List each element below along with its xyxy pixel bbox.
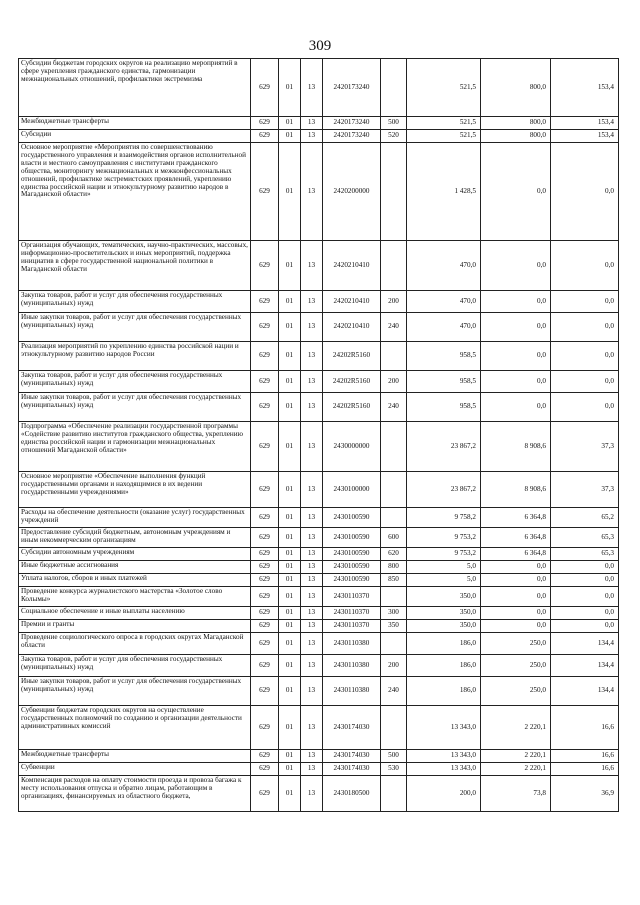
amount-planned: 5,0 — [407, 574, 481, 587]
code-section: 01 — [279, 607, 301, 620]
table-row — [19, 528, 619, 548]
code-subsection: 13 — [301, 655, 323, 677]
percent-executed: 65,3 — [551, 528, 619, 548]
row-name: Иные закупки товаров, работ и услуг для обеспечения государственных (муниципальных) нужд — [19, 313, 251, 342]
row-name: Иные закупки товаров, работ и услуг для обеспечения государственных (муниципальных) нужд — [19, 393, 251, 422]
row-name: Закупка товаров, работ и услуг для обеспечения государственных (муниципальных) нужд — [19, 291, 251, 313]
table-row — [19, 763, 619, 776]
row-name: Уплата налогов, сборов и иных платежей — [19, 574, 251, 587]
table-row — [19, 313, 619, 342]
amount-executed: 6 364,8 — [481, 548, 551, 561]
code-subsection: 13 — [301, 143, 323, 241]
code-subsection: 13 — [301, 371, 323, 393]
code-subsection: 13 — [301, 548, 323, 561]
code-target-item: 2430100590 — [323, 508, 381, 528]
amount-executed: 8 908,6 — [481, 422, 551, 472]
amount-executed: 0,0 — [481, 561, 551, 574]
amount-executed: 0,0 — [481, 241, 551, 291]
row-name: Субвенции бюджетам городских округов на осуществление государственных полномочий по созданию и организации деятельности административных комиссий — [19, 706, 251, 750]
code-ved: 629 — [251, 607, 279, 620]
code-target-item: 2430174030 — [323, 750, 381, 763]
row-name: Реализация мероприятий по укреплению единства российской нации и этнокультурному развитию народов России — [19, 342, 251, 371]
amount-executed: 800,0 — [481, 59, 551, 117]
amount-executed: 0,0 — [481, 313, 551, 342]
code-expense-type: 620 — [381, 548, 407, 561]
amount-planned: 200,0 — [407, 776, 481, 812]
amount-planned: 350,0 — [407, 607, 481, 620]
code-subsection: 13 — [301, 620, 323, 633]
table-row — [19, 59, 619, 117]
code-subsection: 13 — [301, 393, 323, 422]
code-subsection: 13 — [301, 313, 323, 342]
code-subsection: 13 — [301, 574, 323, 587]
code-section: 01 — [279, 574, 301, 587]
row-name: Подпрограмма «Обеспечение реализации государственной программы «Содействие развитию институтов гражданского общества, укреплению единства российской нации и гармонизации межнациональных отношений Магаданской области» — [19, 422, 251, 472]
code-ved: 629 — [251, 393, 279, 422]
code-expense-type — [381, 587, 407, 607]
code-ved: 629 — [251, 241, 279, 291]
amount-planned: 470,0 — [407, 291, 481, 313]
code-section: 01 — [279, 763, 301, 776]
table-row — [19, 574, 619, 587]
percent-executed: 36,9 — [551, 776, 619, 812]
code-expense-type: 530 — [381, 763, 407, 776]
percent-executed: 153,4 — [551, 117, 619, 130]
amount-planned: 470,0 — [407, 241, 481, 291]
amount-executed: 0,0 — [481, 587, 551, 607]
amount-executed: 800,0 — [481, 117, 551, 130]
amount-executed: 250,0 — [481, 655, 551, 677]
code-section: 01 — [279, 472, 301, 508]
row-name: Межбюджетные трансферты — [19, 750, 251, 763]
percent-executed: 37,3 — [551, 422, 619, 472]
code-ved: 629 — [251, 508, 279, 528]
table-row — [19, 117, 619, 130]
row-name: Основное мероприятие «Мероприятия по совершенствованию государственного управления и взаимодействия органов исполнительной власти и местного самоуправления с институтами гражданского общества, мониторингу межнациональных и межконфессиональных отношений, профилактике экстремистских проявлений, укреплению единства российской нации и этнокультурному развитию народов в Магаданской области» — [19, 143, 251, 241]
amount-executed: 6 364,8 — [481, 508, 551, 528]
code-target-item: 2420173240 — [323, 59, 381, 117]
code-ved: 629 — [251, 59, 279, 117]
amount-planned: 186,0 — [407, 677, 481, 706]
code-expense-type: 240 — [381, 393, 407, 422]
table-row — [19, 393, 619, 422]
code-expense-type: 300 — [381, 607, 407, 620]
amount-executed: 2 220,1 — [481, 763, 551, 776]
amount-executed: 0,0 — [481, 291, 551, 313]
percent-executed: 153,4 — [551, 59, 619, 117]
code-target-item: 2420210410 — [323, 313, 381, 342]
code-target-item: 2420173240 — [323, 130, 381, 143]
code-ved: 629 — [251, 763, 279, 776]
code-expense-type — [381, 241, 407, 291]
amount-executed: 8 908,6 — [481, 472, 551, 508]
percent-executed: 134,4 — [551, 655, 619, 677]
code-target-item: 24202R5160 — [323, 342, 381, 371]
percent-executed: 134,4 — [551, 633, 619, 655]
percent-executed: 0,0 — [551, 620, 619, 633]
row-name: Предоставление субсидий бюджетным, автономным учреждениям и иным некоммерческим организациям — [19, 528, 251, 548]
code-section: 01 — [279, 371, 301, 393]
code-target-item: 2430100590 — [323, 561, 381, 574]
percent-executed: 16,6 — [551, 706, 619, 750]
code-ved: 629 — [251, 561, 279, 574]
code-ved: 629 — [251, 548, 279, 561]
table-row — [19, 633, 619, 655]
amount-executed: 0,0 — [481, 342, 551, 371]
code-expense-type: 350 — [381, 620, 407, 633]
code-ved: 629 — [251, 130, 279, 143]
amount-planned: 5,0 — [407, 561, 481, 574]
amount-planned: 350,0 — [407, 620, 481, 633]
code-target-item: 2430110370 — [323, 620, 381, 633]
amount-executed: 2 220,1 — [481, 750, 551, 763]
code-section: 01 — [279, 241, 301, 291]
code-subsection: 13 — [301, 706, 323, 750]
table-row — [19, 291, 619, 313]
code-target-item: 2420200000 — [323, 143, 381, 241]
code-subsection: 13 — [301, 291, 323, 313]
table-row — [19, 143, 619, 241]
code-expense-type: 200 — [381, 655, 407, 677]
code-expense-type — [381, 342, 407, 371]
table-row — [19, 241, 619, 291]
amount-planned: 186,0 — [407, 655, 481, 677]
code-subsection: 13 — [301, 763, 323, 776]
amount-executed: 0,0 — [481, 607, 551, 620]
code-section: 01 — [279, 342, 301, 371]
table-row — [19, 706, 619, 750]
code-ved: 629 — [251, 655, 279, 677]
code-ved: 629 — [251, 371, 279, 393]
amount-executed: 250,0 — [481, 677, 551, 706]
amount-executed: 0,0 — [481, 574, 551, 587]
amount-planned: 9 753,2 — [407, 548, 481, 561]
code-section: 01 — [279, 143, 301, 241]
code-expense-type — [381, 508, 407, 528]
code-expense-type — [381, 706, 407, 750]
amount-executed: 800,0 — [481, 130, 551, 143]
code-expense-type: 600 — [381, 528, 407, 548]
code-ved: 629 — [251, 587, 279, 607]
table-row — [19, 342, 619, 371]
percent-executed: 153,4 — [551, 130, 619, 143]
amount-planned: 470,0 — [407, 313, 481, 342]
percent-executed: 16,6 — [551, 763, 619, 776]
code-subsection: 13 — [301, 776, 323, 812]
code-subsection: 13 — [301, 472, 323, 508]
percent-executed: 134,4 — [551, 677, 619, 706]
code-ved: 629 — [251, 117, 279, 130]
code-ved: 629 — [251, 750, 279, 763]
percent-executed: 16,6 — [551, 750, 619, 763]
code-ved: 629 — [251, 574, 279, 587]
amount-planned: 521,5 — [407, 130, 481, 143]
code-subsection: 13 — [301, 342, 323, 371]
code-section: 01 — [279, 655, 301, 677]
row-name: Компенсация расходов на оплату стоимости проезда и провоза багажа к месту использования отпуска и обратно лицам, работающим в организациях, финансируемых из областного бюджета, — [19, 776, 251, 812]
row-name: Субсидии — [19, 130, 251, 143]
amount-planned: 521,5 — [407, 117, 481, 130]
table-row — [19, 371, 619, 393]
percent-executed: 0,0 — [551, 587, 619, 607]
code-section: 01 — [279, 776, 301, 812]
code-section: 01 — [279, 508, 301, 528]
percent-executed: 0,0 — [551, 143, 619, 241]
table-row — [19, 677, 619, 706]
amount-executed: 0,0 — [481, 143, 551, 241]
row-name: Расходы на обеспечение деятельности (оказание услуг) государственных учреждений — [19, 508, 251, 528]
code-section: 01 — [279, 620, 301, 633]
amount-planned: 23 867,2 — [407, 472, 481, 508]
amount-planned: 958,5 — [407, 342, 481, 371]
code-subsection: 13 — [301, 633, 323, 655]
code-section: 01 — [279, 587, 301, 607]
code-subsection: 13 — [301, 607, 323, 620]
percent-executed: 0,0 — [551, 241, 619, 291]
code-target-item: 24202R5160 — [323, 393, 381, 422]
code-subsection: 13 — [301, 528, 323, 548]
amount-planned: 350,0 — [407, 587, 481, 607]
table-row — [19, 750, 619, 763]
code-target-item: 2420173240 — [323, 117, 381, 130]
row-name: Проведение социологического опроса в городских округах Магаданской области — [19, 633, 251, 655]
row-name: Социальное обеспечение и иные выплаты населению — [19, 607, 251, 620]
code-subsection: 13 — [301, 508, 323, 528]
code-ved: 629 — [251, 472, 279, 508]
row-name: Субсидии бюджетам городских округов на реализацию мероприятий в сфере укрепления гражданского единства, гармонизации межнациональных отношений, профилактики экстремизма — [19, 59, 251, 117]
code-ved: 629 — [251, 633, 279, 655]
table-row — [19, 508, 619, 528]
code-section: 01 — [279, 548, 301, 561]
percent-executed: 0,0 — [551, 291, 619, 313]
code-ved: 629 — [251, 422, 279, 472]
table-row — [19, 472, 619, 508]
row-name: Иные закупки товаров, работ и услуг для обеспечения государственных (муниципальных) нужд — [19, 677, 251, 706]
code-subsection: 13 — [301, 59, 323, 117]
code-expense-type — [381, 422, 407, 472]
code-ved: 629 — [251, 776, 279, 812]
code-ved: 629 — [251, 342, 279, 371]
row-name: Организация обучающих, тематических, научно-практических, массовых, информационно-просветительских и иных мероприятий, поддержка инициатив в сфере государственной национальной политики в Магаданской области — [19, 241, 251, 291]
budget-table-container — [18, 58, 618, 812]
row-name: Иные бюджетные ассигнования — [19, 561, 251, 574]
percent-executed: 37,3 — [551, 472, 619, 508]
code-section: 01 — [279, 117, 301, 130]
row-name: Субвенции — [19, 763, 251, 776]
code-target-item: 2420210410 — [323, 241, 381, 291]
code-target-item: 2430174030 — [323, 706, 381, 750]
code-expense-type — [381, 143, 407, 241]
code-ved: 629 — [251, 677, 279, 706]
code-section: 01 — [279, 59, 301, 117]
table-row — [19, 561, 619, 574]
code-target-item: 2430000000 — [323, 422, 381, 472]
amount-executed: 0,0 — [481, 620, 551, 633]
code-target-item: 2430110380 — [323, 633, 381, 655]
percent-executed: 0,0 — [551, 574, 619, 587]
code-section: 01 — [279, 750, 301, 763]
code-expense-type: 850 — [381, 574, 407, 587]
code-subsection: 13 — [301, 241, 323, 291]
code-expense-type: 500 — [381, 750, 407, 763]
code-expense-type: 200 — [381, 371, 407, 393]
code-section: 01 — [279, 422, 301, 472]
amount-executed: 0,0 — [481, 393, 551, 422]
table-row — [19, 620, 619, 633]
amount-executed: 73,8 — [481, 776, 551, 812]
code-subsection: 13 — [301, 677, 323, 706]
row-name: Субсидии автономным учреждениям — [19, 548, 251, 561]
code-subsection: 13 — [301, 750, 323, 763]
code-target-item: 2430110380 — [323, 655, 381, 677]
code-subsection: 13 — [301, 130, 323, 143]
amount-executed: 0,0 — [481, 371, 551, 393]
row-name: Закупка товаров, работ и услуг для обеспечения государственных (муниципальных) нужд — [19, 371, 251, 393]
row-name: Закупка товаров, работ и услуг для обеспечения государственных (муниципальных) нужд — [19, 655, 251, 677]
table-row — [19, 130, 619, 143]
code-target-item: 2430110370 — [323, 587, 381, 607]
code-section: 01 — [279, 393, 301, 422]
code-target-item: 2430100590 — [323, 548, 381, 561]
code-section: 01 — [279, 633, 301, 655]
code-target-item: 2430100590 — [323, 574, 381, 587]
percent-executed: 0,0 — [551, 371, 619, 393]
amount-executed: 6 364,8 — [481, 528, 551, 548]
amount-planned: 9 758,2 — [407, 508, 481, 528]
code-section: 01 — [279, 291, 301, 313]
amount-planned: 958,5 — [407, 393, 481, 422]
code-expense-type: 500 — [381, 117, 407, 130]
percent-executed: 65,3 — [551, 548, 619, 561]
code-expense-type: 240 — [381, 677, 407, 706]
code-target-item: 2430100000 — [323, 472, 381, 508]
code-target-item: 2430110370 — [323, 607, 381, 620]
budget-table — [18, 58, 619, 812]
code-section: 01 — [279, 677, 301, 706]
code-target-item: 2430180500 — [323, 776, 381, 812]
percent-executed: 0,0 — [551, 393, 619, 422]
amount-executed: 250,0 — [481, 633, 551, 655]
amount-planned: 958,5 — [407, 371, 481, 393]
amount-planned: 186,0 — [407, 633, 481, 655]
code-target-item: 2430110380 — [323, 677, 381, 706]
row-name: Межбюджетные трансферты — [19, 117, 251, 130]
code-target-item: 2430100590 — [323, 528, 381, 548]
row-name: Премии и гранты — [19, 620, 251, 633]
code-ved: 629 — [251, 313, 279, 342]
code-section: 01 — [279, 528, 301, 548]
percent-executed: 0,0 — [551, 313, 619, 342]
code-ved: 629 — [251, 528, 279, 548]
code-subsection: 13 — [301, 561, 323, 574]
table-body — [19, 59, 619, 812]
row-name: Проведение конкурса журналистского мастерства «Золотое слово Колымы» — [19, 587, 251, 607]
code-section: 01 — [279, 561, 301, 574]
code-target-item: 24202R5160 — [323, 371, 381, 393]
table-row — [19, 587, 619, 607]
code-expense-type: 240 — [381, 313, 407, 342]
code-subsection: 13 — [301, 587, 323, 607]
code-expense-type — [381, 472, 407, 508]
percent-executed: 0,0 — [551, 342, 619, 371]
code-subsection: 13 — [301, 117, 323, 130]
percent-executed: 0,0 — [551, 607, 619, 620]
amount-planned: 521,5 — [407, 59, 481, 117]
code-expense-type — [381, 633, 407, 655]
amount-planned: 13 343,0 — [407, 750, 481, 763]
code-expense-type — [381, 776, 407, 812]
table-row — [19, 776, 619, 812]
percent-executed: 65,2 — [551, 508, 619, 528]
code-ved: 629 — [251, 706, 279, 750]
code-expense-type: 200 — [381, 291, 407, 313]
amount-planned: 9 753,2 — [407, 528, 481, 548]
row-name: Основное мероприятие «Обеспечение выполнения функций государственными органами и находящимися в их ведении государственными учреждениями» — [19, 472, 251, 508]
code-ved: 629 — [251, 143, 279, 241]
amount-planned: 1 428,5 — [407, 143, 481, 241]
amount-planned: 13 343,0 — [407, 763, 481, 776]
code-expense-type: 520 — [381, 130, 407, 143]
table-row — [19, 607, 619, 620]
table-row — [19, 422, 619, 472]
code-subsection: 13 — [301, 422, 323, 472]
percent-executed: 0,0 — [551, 561, 619, 574]
amount-planned: 23 867,2 — [407, 422, 481, 472]
table-row — [19, 655, 619, 677]
code-section: 01 — [279, 706, 301, 750]
code-ved: 629 — [251, 291, 279, 313]
page-number: 309 — [308, 38, 332, 54]
code-target-item: 2430174030 — [323, 763, 381, 776]
amount-planned: 13 343,0 — [407, 706, 481, 750]
code-target-item: 2420210410 — [323, 291, 381, 313]
code-section: 01 — [279, 313, 301, 342]
code-section: 01 — [279, 130, 301, 143]
table-row — [19, 548, 619, 561]
code-ved: 629 — [251, 620, 279, 633]
code-expense-type — [381, 59, 407, 117]
amount-executed: 2 220,1 — [481, 706, 551, 750]
code-expense-type: 800 — [381, 561, 407, 574]
